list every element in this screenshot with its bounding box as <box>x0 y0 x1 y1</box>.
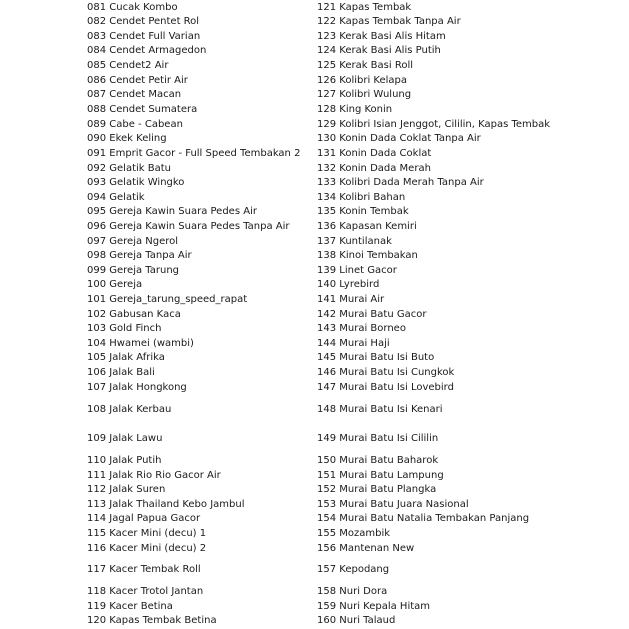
list-item: 126 Kolibri Kelapa <box>317 75 408 86</box>
list-item: 120 Kapas Tembak Betina <box>87 615 217 626</box>
list-item: 127 Kolibri Wulung <box>317 89 412 100</box>
list-item: 131 Konin Dada Coklat <box>317 148 432 159</box>
list-item: 102 Gabusan Kaca <box>87 309 181 320</box>
list-item: 147 Murai Batu Isi Lovebird <box>317 382 454 393</box>
list-item: 130 Konin Dada Coklat Tanpa Air <box>317 133 481 144</box>
list-item: 103 Gold Finch <box>87 323 162 334</box>
list-item: 081 Cucak Kombo <box>87 2 178 13</box>
list-item: 144 Murai Haji <box>317 338 390 349</box>
list-item: 106 Jalak Bali <box>87 367 155 378</box>
list-item: 132 Konin Dada Merah <box>317 163 431 174</box>
list-item: 116 Kacer Mini (decu) 2 <box>87 543 207 554</box>
list-item: 160 Nuri Talaud <box>317 615 396 626</box>
list-item: 114 Jagal Papua Gacor <box>87 513 201 524</box>
list-item: 087 Cendet Macan <box>87 89 182 100</box>
list-item: 118 Kacer Trotol Jantan <box>87 586 204 597</box>
list-item: 155 Mozambik <box>317 528 391 539</box>
list-item: 153 Murai Batu Juara Nasional <box>317 499 469 510</box>
list-item: 088 Cendet Sumatera <box>87 104 198 115</box>
list-item: 136 Kapasan Kemiri <box>317 221 417 232</box>
list-item: 084 Cendet Armagedon <box>87 45 207 56</box>
list-item: 133 Kolibri Dada Merah Tanpa Air <box>317 177 484 188</box>
list-item: 122 Kapas Tembak Tanpa Air <box>317 16 461 27</box>
list-item: 096 Gereja Kawin Suara Pedes Tanpa Air <box>87 221 290 232</box>
list-item: 150 Murai Batu Baharok <box>317 455 439 466</box>
list-item: 138 Kinoi Tembakan <box>317 250 418 261</box>
list-item: 105 Jalak Afrika <box>87 352 165 363</box>
list-item: 149 Murai Batu Isi Cililin <box>317 433 439 444</box>
list-item: 107 Jalak Hongkong <box>87 382 187 393</box>
list-item: 143 Murai Borneo <box>317 323 406 334</box>
list-item: 125 Kerak Basi Roll <box>317 60 414 71</box>
list-item: 094 Gelatik <box>87 192 145 203</box>
list-item: 137 Kuntilanak <box>317 236 392 247</box>
list-item: 148 Murai Batu Isi Kenari <box>317 404 443 415</box>
list-item: 158 Nuri Dora <box>317 586 388 597</box>
list-item: 083 Cendet Full Varian <box>87 31 201 42</box>
list-item: 097 Gereja Ngerol <box>87 236 179 247</box>
list-item: 124 Kerak Basi Alis Putih <box>317 45 441 56</box>
list-item: 092 Gelatik Batu <box>87 163 171 174</box>
list-item: 110 Jalak Putih <box>87 455 162 466</box>
list-item: 152 Murai Batu Plangka <box>317 484 437 495</box>
list-item: 115 Kacer Mini (decu) 1 <box>87 528 207 539</box>
list-item: 140 Lyrebird <box>317 279 380 290</box>
list-item: 091 Emprit Gacor - Full Speed Tembakan 2 <box>87 148 301 159</box>
list-item: 101 Gereja_tarung_speed_rapat <box>87 294 248 305</box>
list-item: 082 Cendet Pentet Rol <box>87 16 200 27</box>
list-item: 135 Konin Tembak <box>317 206 409 217</box>
list-item: 129 Kolibri Isian Jenggot, Cililin, Kapas Tembak <box>317 119 551 130</box>
list-item: 157 Kepodang <box>317 564 390 575</box>
list-item: 134 Kolibri Bahan <box>317 192 406 203</box>
list-item: 108 Jalak Kerbau <box>87 404 172 415</box>
list-item: 142 Murai Batu Gacor <box>317 309 427 320</box>
list-item: 113 Jalak Thailand Kebo Jambul <box>87 499 245 510</box>
list-item: 159 Nuri Kepala Hitam <box>317 601 431 612</box>
list-item: 146 Murai Batu Isi Cungkok <box>317 367 455 378</box>
list-item: 145 Murai Batu Isi Buto <box>317 352 435 363</box>
list-item: 095 Gereja Kawin Suara Pedes Air <box>87 206 257 217</box>
list-item: 098 Gereja Tanpa Air <box>87 250 192 261</box>
list-item: 139 Linet Gacor <box>317 265 397 276</box>
list-item: 104 Hwamei (wambi) <box>87 338 194 349</box>
list-item: 128 King Konin <box>317 104 393 115</box>
list-item: 154 Murai Batu Natalia Tembakan Panjang <box>317 513 530 524</box>
list-item: 085 Cendet2 Air <box>87 60 169 71</box>
list-item: 156 Mantenan New <box>317 543 415 554</box>
list-item: 089 Cabe - Cabean <box>87 119 183 130</box>
list-item: 151 Murai Batu Lampung <box>317 470 444 481</box>
list-item: 121 Kapas Tembak <box>317 2 412 13</box>
list-item: 093 Gelatik Wingko <box>87 177 185 188</box>
list-item: 117 Kacer Tembak Roll <box>87 564 201 575</box>
list-item: 100 Gereja <box>87 279 143 290</box>
list-item: 090 Ekek Keling <box>87 133 167 144</box>
list-item: 141 Murai Air <box>317 294 385 305</box>
list-item: 119 Kacer Betina <box>87 601 173 612</box>
list-item: 099 Gereja Tarung <box>87 265 180 276</box>
list-item: 112 Jalak Suren <box>87 484 166 495</box>
list-item: 123 Kerak Basi Alis Hitam <box>317 31 446 42</box>
list-item: 086 Cendet Petir Air <box>87 75 188 86</box>
list-item: 111 Jalak Rio Rio Gacor Air <box>87 470 221 481</box>
list-item: 109 Jalak Lawu <box>87 433 163 444</box>
